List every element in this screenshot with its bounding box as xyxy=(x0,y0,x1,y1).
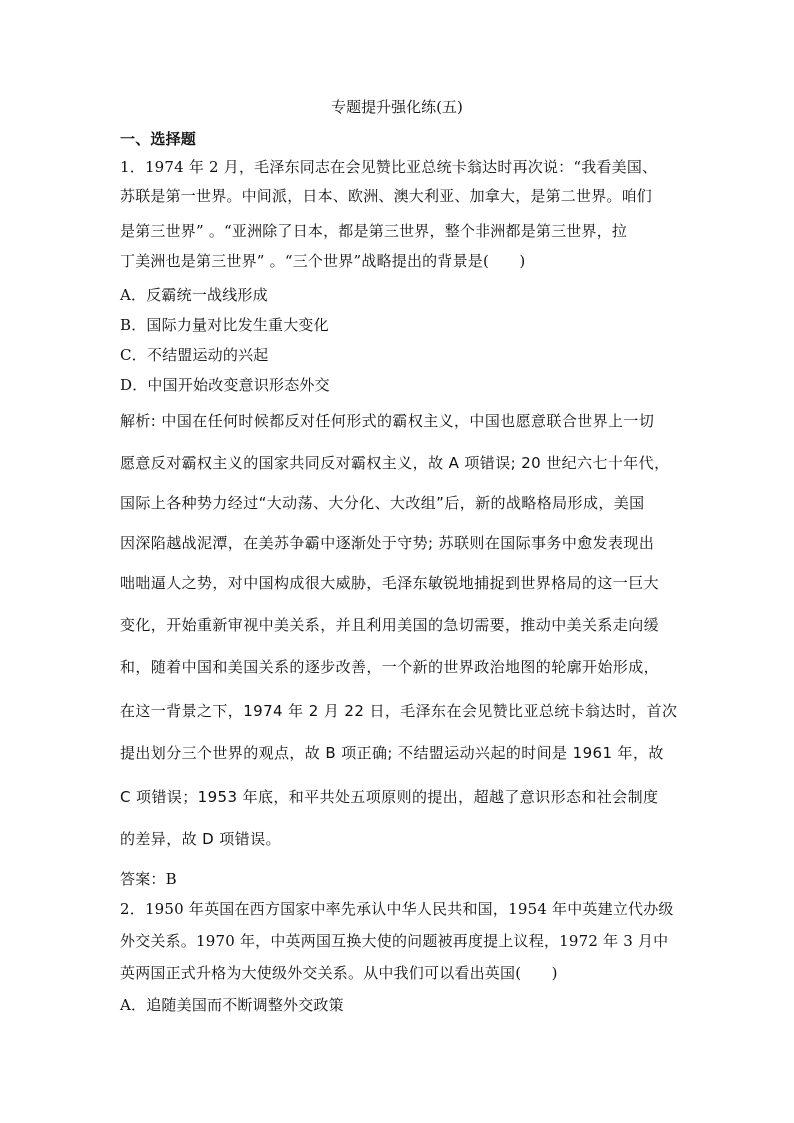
page-title: 专题提升强化练(五) xyxy=(331,98,463,116)
q1-option-a: A．反霸统一战线形成 xyxy=(120,286,268,304)
q1-stem-line: 1．1974 年 2 月，毛泽东同志在会见赞比亚总统卡翁达时再次说：“我看美国、 xyxy=(120,158,658,176)
q1-option-c: C．不结盟运动的兴起 xyxy=(120,346,269,364)
q1-analysis-line: 因深陷越战泥潭，在美苏争霸中逐渐处于守势; 苏联则在国际事务中愈发表现出 xyxy=(120,534,655,552)
q1-stem-line: 是第三世界” 。“亚洲除了日本，都是第三世界，整个非洲都是第三世界，拉 xyxy=(120,222,628,240)
q1-analysis-line: 愿意反对霸权主义的国家共同反对霸权主义，故 A 项错误; 20 世纪六七十年代， xyxy=(120,454,670,472)
q1-stem-line: 丁美洲也是第三世界” 。“三个世界”战略提出的背景是( ) xyxy=(120,252,526,270)
q2-stem-line: 外交关系。1970 年，中英两国互换大使的问题被再度提上议程，1972 年 3 月中 xyxy=(120,932,669,950)
q1-analysis-line: 的差异，故 D 项错误。 xyxy=(120,830,281,848)
q1-stem-line: 苏联是第一世界。中间派，日本、欧洲、澳大利亚、加拿大，是第二世界。咱们 xyxy=(120,187,653,205)
q2-option-a: A．追随美国而不断调整外交政策 xyxy=(120,996,344,1014)
q1-option-d: D．中国开始改变意识形态外交 xyxy=(120,376,330,394)
q1-analysis-line: 在这一背景之下，1974 年 2 月 22 日，毛泽东在会见赞比亚总统卡翁达时，首次 xyxy=(120,702,678,720)
q2-stem-line: 英两国正式升格为大使级外交关系。从中我们可以看出英国( ) xyxy=(120,964,558,982)
q1-analysis-line: 咄咄逼人之势，对中国构成很大威胁，毛泽东敏锐地捕捉到世界格局的这一巨大 xyxy=(120,574,660,592)
section-heading: 一、选择题 xyxy=(120,130,197,148)
q1-option-b: B．国际力量对比发生重大变化 xyxy=(120,316,329,334)
q1-analysis-line: 和，随着中国和美国关系的逐步改善，一个新的世界政治地图的轮廓开始形成， xyxy=(120,658,660,676)
q2-stem-line: 2．1950 年英国在西方国家中率先承认中华人民共和国，1954 年中英建立代办级 xyxy=(120,900,674,918)
q1-analysis-line: 解析: 中国在任何时候都反对任何形式的霸权主义，中国也愿意联合世界上一切 xyxy=(120,412,655,430)
q1-analysis-line: 提出划分三个世界的观点，故 B 项正确; 不结盟运动兴起的时间是 1961 年，故 xyxy=(120,744,664,762)
q1-analysis-line: 变化，开始重新审视中美关系，并且利用美国的急切需要，推动中美关系走向缓 xyxy=(120,616,660,634)
q1-answer: 答案：B xyxy=(120,870,177,888)
q1-analysis-line: C 项错误；1953 年底，和平共处五项原则的提出，超越了意识形态和社会制度 xyxy=(120,788,659,806)
q1-analysis-line: 国际上各种势力经过“大动荡、大分化、大改组”后，新的战略格局形成，美国 xyxy=(120,494,645,512)
